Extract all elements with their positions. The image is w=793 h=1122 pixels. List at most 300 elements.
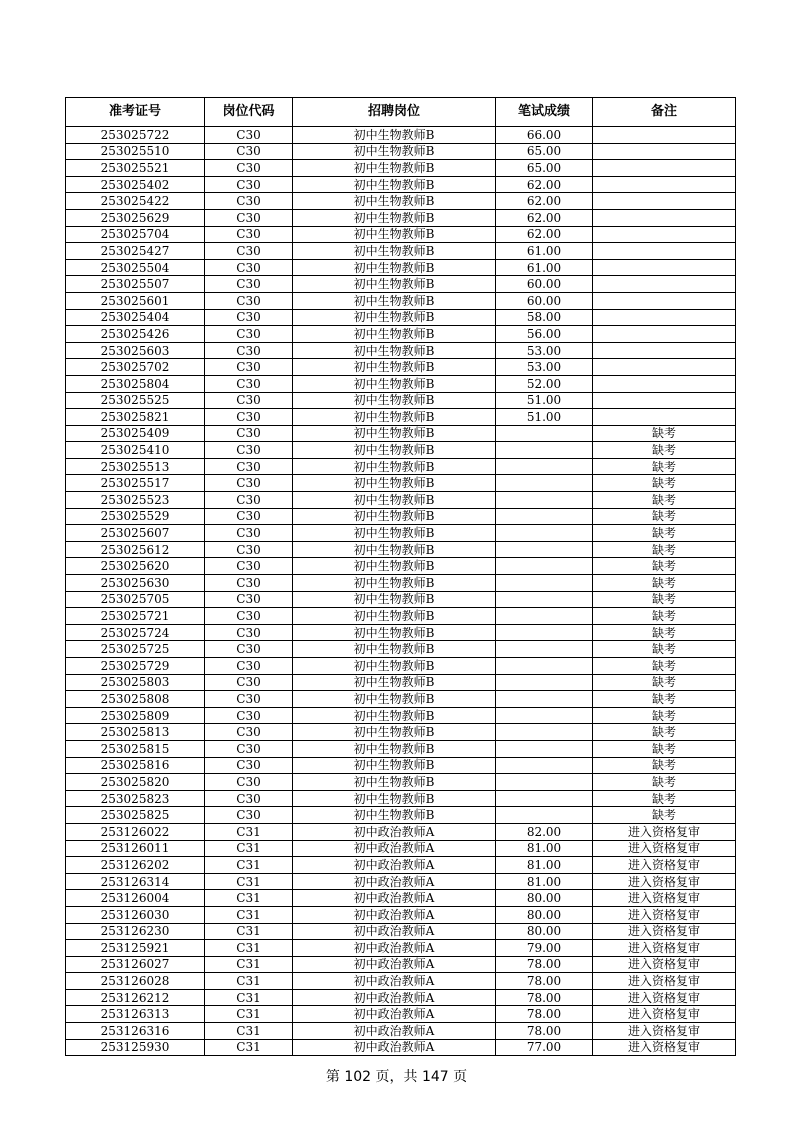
table-row xyxy=(66,740,736,757)
remark-cell: 进入资格复审 xyxy=(593,923,736,940)
post-code-cell: C30 xyxy=(205,326,293,343)
score-cell: 53.00 xyxy=(496,342,593,359)
exam-id-cell: 253025704 xyxy=(66,226,205,243)
table-row xyxy=(66,558,736,575)
remark-cell: 进入资格复审 xyxy=(593,1023,736,1040)
exam-id-cell: 253126230 xyxy=(66,923,205,940)
score-cell xyxy=(496,724,593,741)
post-name-cell: 初中生物教师B xyxy=(293,458,496,475)
remark-cell: 缺考 xyxy=(593,458,736,475)
header-post-code: 岗位代码 xyxy=(205,98,293,127)
table-row xyxy=(66,127,736,144)
remark-cell xyxy=(593,226,736,243)
exam-id-cell: 253025521 xyxy=(66,160,205,177)
table-row xyxy=(66,790,736,807)
post-name-cell: 初中生物教师B xyxy=(293,442,496,459)
table-row xyxy=(66,1039,736,1056)
post-code-cell: C31 xyxy=(205,840,293,857)
exam-id-cell: 253025402 xyxy=(66,176,205,193)
exam-id-cell: 253025601 xyxy=(66,292,205,309)
score-cell xyxy=(496,641,593,658)
remark-cell xyxy=(593,392,736,409)
table-row xyxy=(66,608,736,625)
table-row xyxy=(66,707,736,724)
exam-id-cell: 253025823 xyxy=(66,790,205,807)
post-name-cell: 初中生物教师B xyxy=(293,259,496,276)
remark-cell xyxy=(593,359,736,376)
exam-id-cell: 253126316 xyxy=(66,1023,205,1040)
score-cell xyxy=(496,691,593,708)
post-name-cell: 初中生物教师B xyxy=(293,541,496,558)
remark-cell xyxy=(593,326,736,343)
score-cell xyxy=(496,624,593,641)
post-name-cell: 初中生物教师B xyxy=(293,724,496,741)
post-code-cell: C31 xyxy=(205,923,293,940)
score-cell: 78.00 xyxy=(496,1023,593,1040)
score-cell: 79.00 xyxy=(496,940,593,957)
exam-id-cell: 253025816 xyxy=(66,757,205,774)
exam-id-cell: 253025427 xyxy=(66,243,205,260)
table-row xyxy=(66,641,736,658)
exam-id-cell: 253025702 xyxy=(66,359,205,376)
post-name-cell: 初中生物教师B xyxy=(293,209,496,226)
remark-cell xyxy=(593,160,736,177)
remark-cell xyxy=(593,375,736,392)
remark-cell: 缺考 xyxy=(593,541,736,558)
exam-id-cell: 253126028 xyxy=(66,973,205,990)
table-row xyxy=(66,840,736,857)
exam-id-cell: 253025721 xyxy=(66,608,205,625)
post-code-cell: C30 xyxy=(205,309,293,326)
score-cell xyxy=(496,790,593,807)
table-row xyxy=(66,326,736,343)
post-code-cell: C30 xyxy=(205,359,293,376)
score-cell: 62.00 xyxy=(496,176,593,193)
post-name-cell: 初中生物教师B xyxy=(293,309,496,326)
post-code-cell: C30 xyxy=(205,458,293,475)
post-code-cell: C30 xyxy=(205,442,293,459)
score-cell: 78.00 xyxy=(496,989,593,1006)
remark-cell xyxy=(593,409,736,426)
score-cell xyxy=(496,442,593,459)
table-row xyxy=(66,226,736,243)
post-name-cell: 初中生物教师B xyxy=(293,790,496,807)
remark-cell: 进入资格复审 xyxy=(593,973,736,990)
post-name-cell: 初中生物教师B xyxy=(293,160,496,177)
post-name-cell: 初中生物教师B xyxy=(293,740,496,757)
post-code-cell: C30 xyxy=(205,674,293,691)
post-code-cell: C30 xyxy=(205,641,293,658)
post-name-cell: 初中生物教师B xyxy=(293,558,496,575)
post-code-cell: C30 xyxy=(205,475,293,492)
post-name-cell: 初中生物教师B xyxy=(293,409,496,426)
remark-cell xyxy=(593,259,736,276)
exam-id-cell: 253025510 xyxy=(66,143,205,160)
post-code-cell: C30 xyxy=(205,757,293,774)
remark-cell: 缺考 xyxy=(593,624,736,641)
post-code-cell: C30 xyxy=(205,143,293,160)
table-row xyxy=(66,1023,736,1040)
table-row xyxy=(66,392,736,409)
header-exam-id: 准考证号 xyxy=(66,98,205,127)
exam-id-cell: 253126011 xyxy=(66,840,205,857)
table-row xyxy=(66,475,736,492)
table-row xyxy=(66,193,736,210)
post-name-cell: 初中生物教师B xyxy=(293,276,496,293)
post-name-cell: 初中政治教师A xyxy=(293,1006,496,1023)
remark-cell xyxy=(593,176,736,193)
post-code-cell: C30 xyxy=(205,127,293,144)
post-name-cell: 初中生物教师B xyxy=(293,342,496,359)
remark-cell: 进入资格复审 xyxy=(593,890,736,907)
exam-id-cell: 253025409 xyxy=(66,425,205,442)
post-name-cell: 初中生物教师B xyxy=(293,641,496,658)
post-name-cell: 初中政治教师A xyxy=(293,1039,496,1056)
post-name-cell: 初中生物教师B xyxy=(293,326,496,343)
score-cell: 52.00 xyxy=(496,375,593,392)
post-name-cell: 初中生物教师B xyxy=(293,243,496,260)
remark-cell xyxy=(593,309,736,326)
score-cell xyxy=(496,757,593,774)
remark-cell: 进入资格复审 xyxy=(593,1006,736,1023)
score-cell: 78.00 xyxy=(496,1006,593,1023)
remark-cell: 缺考 xyxy=(593,591,736,608)
remark-cell: 缺考 xyxy=(593,442,736,459)
table-row xyxy=(66,691,736,708)
exam-id-cell: 253025410 xyxy=(66,442,205,459)
post-code-cell: C31 xyxy=(205,857,293,874)
score-cell xyxy=(496,774,593,791)
exam-id-cell: 253025426 xyxy=(66,326,205,343)
exam-id-cell: 253025813 xyxy=(66,724,205,741)
remark-cell: 缺考 xyxy=(593,641,736,658)
post-name-cell: 初中生物教师B xyxy=(293,608,496,625)
table-row xyxy=(66,923,736,940)
score-cell: 62.00 xyxy=(496,209,593,226)
post-code-cell: C30 xyxy=(205,409,293,426)
score-cell xyxy=(496,575,593,592)
score-cell: 80.00 xyxy=(496,923,593,940)
post-code-cell: C30 xyxy=(205,292,293,309)
score-cell: 60.00 xyxy=(496,292,593,309)
score-cell: 81.00 xyxy=(496,873,593,890)
score-cell: 78.00 xyxy=(496,973,593,990)
post-code-cell: C31 xyxy=(205,989,293,1006)
table-row xyxy=(66,956,736,973)
post-name-cell: 初中生物教师B xyxy=(293,226,496,243)
post-code-cell: C31 xyxy=(205,1006,293,1023)
post-name-cell: 初中生物教师B xyxy=(293,425,496,442)
score-cell: 65.00 xyxy=(496,143,593,160)
exam-id-cell: 253025808 xyxy=(66,691,205,708)
post-name-cell: 初中生物教师B xyxy=(293,176,496,193)
table-header-row xyxy=(66,98,736,127)
table-row xyxy=(66,541,736,558)
table-row xyxy=(66,624,736,641)
score-cell xyxy=(496,508,593,525)
remark-cell: 缺考 xyxy=(593,475,736,492)
remark-cell xyxy=(593,276,736,293)
post-name-cell: 初中生物教师B xyxy=(293,475,496,492)
score-cell: 80.00 xyxy=(496,890,593,907)
table-row xyxy=(66,591,736,608)
remark-cell xyxy=(593,127,736,144)
post-name-cell: 初中生物教师B xyxy=(293,525,496,542)
post-name-cell: 初中政治教师A xyxy=(293,989,496,1006)
remark-cell: 缺考 xyxy=(593,525,736,542)
remark-cell xyxy=(593,292,736,309)
post-code-cell: C30 xyxy=(205,624,293,641)
remark-cell: 缺考 xyxy=(593,774,736,791)
score-cell: 65.00 xyxy=(496,160,593,177)
exam-id-cell: 253025821 xyxy=(66,409,205,426)
remark-cell: 进入资格复审 xyxy=(593,906,736,923)
table-row xyxy=(66,176,736,193)
table-row xyxy=(66,243,736,260)
remark-cell: 缺考 xyxy=(593,674,736,691)
score-cell: 62.00 xyxy=(496,226,593,243)
table-row xyxy=(66,309,736,326)
post-name-cell: 初中生物教师B xyxy=(293,127,496,144)
header-written-score: 笔试成绩 xyxy=(496,98,593,127)
exam-id-cell: 253025620 xyxy=(66,558,205,575)
table-row xyxy=(66,492,736,509)
table-row xyxy=(66,757,736,774)
post-name-cell: 初中生物教师B xyxy=(293,508,496,525)
table-row xyxy=(66,458,736,475)
post-code-cell: C30 xyxy=(205,193,293,210)
post-name-cell: 初中生物教师B xyxy=(293,143,496,160)
score-cell xyxy=(496,525,593,542)
post-code-cell: C31 xyxy=(205,873,293,890)
table-row xyxy=(66,359,736,376)
post-code-cell: C30 xyxy=(205,392,293,409)
score-cell: 53.00 xyxy=(496,359,593,376)
exam-id-cell: 253025504 xyxy=(66,259,205,276)
post-code-cell: C30 xyxy=(205,176,293,193)
post-name-cell: 初中生物教师B xyxy=(293,492,496,509)
table-row xyxy=(66,276,736,293)
post-code-cell: C31 xyxy=(205,956,293,973)
exam-id-cell: 253025705 xyxy=(66,591,205,608)
post-code-cell: C31 xyxy=(205,906,293,923)
exam-id-cell: 253025404 xyxy=(66,309,205,326)
post-name-cell: 初中政治教师A xyxy=(293,890,496,907)
score-cell: 81.00 xyxy=(496,857,593,874)
remark-cell: 缺考 xyxy=(593,740,736,757)
table-row xyxy=(66,857,736,874)
table-row xyxy=(66,525,736,542)
post-code-cell: C31 xyxy=(205,940,293,957)
post-code-cell: C31 xyxy=(205,973,293,990)
remark-cell: 进入资格复审 xyxy=(593,857,736,874)
post-code-cell: C30 xyxy=(205,591,293,608)
table-row xyxy=(66,989,736,1006)
score-cell: 56.00 xyxy=(496,326,593,343)
remark-cell: 缺考 xyxy=(593,724,736,741)
post-name-cell: 初中生物教师B xyxy=(293,591,496,608)
post-name-cell: 初中政治教师A xyxy=(293,873,496,890)
post-name-cell: 初中政治教师A xyxy=(293,906,496,923)
exam-id-cell: 253025722 xyxy=(66,127,205,144)
post-code-cell: C30 xyxy=(205,425,293,442)
remark-cell xyxy=(593,193,736,210)
table-row xyxy=(66,873,736,890)
post-name-cell: 初中生物教师B xyxy=(293,807,496,824)
exam-id-cell: 253025809 xyxy=(66,707,205,724)
table-row xyxy=(66,774,736,791)
exam-id-cell: 253125930 xyxy=(66,1039,205,1056)
post-name-cell: 初中政治教师A xyxy=(293,1023,496,1040)
score-cell xyxy=(496,458,593,475)
post-code-cell: C30 xyxy=(205,541,293,558)
table-body xyxy=(66,127,736,1056)
post-name-cell: 初中生物教师B xyxy=(293,674,496,691)
post-code-cell: C30 xyxy=(205,658,293,675)
remark-cell xyxy=(593,243,736,260)
post-code-cell: C30 xyxy=(205,724,293,741)
post-code-cell: C30 xyxy=(205,774,293,791)
exam-id-cell: 253126027 xyxy=(66,956,205,973)
exam-id-cell: 253025803 xyxy=(66,674,205,691)
post-code-cell: C30 xyxy=(205,375,293,392)
post-code-cell: C31 xyxy=(205,823,293,840)
table-row xyxy=(66,575,736,592)
remark-cell: 进入资格复审 xyxy=(593,1039,736,1056)
remark-cell xyxy=(593,143,736,160)
post-code-cell: C30 xyxy=(205,707,293,724)
post-code-cell: C30 xyxy=(205,342,293,359)
table-row xyxy=(66,674,736,691)
remark-cell xyxy=(593,342,736,359)
score-cell: 60.00 xyxy=(496,276,593,293)
remark-cell: 缺考 xyxy=(593,508,736,525)
score-cell: 81.00 xyxy=(496,840,593,857)
remark-cell: 缺考 xyxy=(593,658,736,675)
table-row xyxy=(66,906,736,923)
exam-id-cell: 253025815 xyxy=(66,740,205,757)
exam-id-cell: 253025422 xyxy=(66,193,205,210)
post-name-cell: 初中生物教师B xyxy=(293,575,496,592)
post-name-cell: 初中生物教师B xyxy=(293,707,496,724)
table-row xyxy=(66,823,736,840)
post-code-cell: C31 xyxy=(205,1039,293,1056)
remark-cell: 进入资格复审 xyxy=(593,989,736,1006)
post-name-cell: 初中政治教师A xyxy=(293,923,496,940)
exam-id-cell: 253126212 xyxy=(66,989,205,1006)
score-cell xyxy=(496,541,593,558)
remark-cell: 缺考 xyxy=(593,558,736,575)
post-code-cell: C31 xyxy=(205,890,293,907)
table-row xyxy=(66,375,736,392)
score-cell: 61.00 xyxy=(496,259,593,276)
header-post-name: 招聘岗位 xyxy=(293,98,496,127)
score-cell xyxy=(496,492,593,509)
table-row xyxy=(66,940,736,957)
score-cell: 51.00 xyxy=(496,392,593,409)
exam-id-cell: 253025612 xyxy=(66,541,205,558)
exam-id-cell: 253025603 xyxy=(66,342,205,359)
exam-id-cell: 253025825 xyxy=(66,807,205,824)
post-code-cell: C30 xyxy=(205,492,293,509)
remark-cell: 缺考 xyxy=(593,707,736,724)
exam-id-cell: 253025724 xyxy=(66,624,205,641)
remark-cell: 缺考 xyxy=(593,691,736,708)
table-row xyxy=(66,508,736,525)
score-cell xyxy=(496,425,593,442)
post-code-cell: C30 xyxy=(205,209,293,226)
remark-cell: 进入资格复审 xyxy=(593,873,736,890)
post-code-cell: C30 xyxy=(205,276,293,293)
exam-id-cell: 253025529 xyxy=(66,508,205,525)
score-cell xyxy=(496,807,593,824)
table-row xyxy=(66,1006,736,1023)
score-table xyxy=(65,97,736,1056)
exam-id-cell: 253025523 xyxy=(66,492,205,509)
post-code-cell: C30 xyxy=(205,525,293,542)
score-cell xyxy=(496,608,593,625)
remark-cell: 缺考 xyxy=(593,807,736,824)
score-cell xyxy=(496,558,593,575)
post-name-cell: 初中政治教师A xyxy=(293,857,496,874)
table-row xyxy=(66,409,736,426)
post-code-cell: C30 xyxy=(205,790,293,807)
score-cell xyxy=(496,674,593,691)
post-code-cell: C30 xyxy=(205,160,293,177)
post-code-cell: C30 xyxy=(205,259,293,276)
remark-cell: 进入资格复审 xyxy=(593,840,736,857)
table-row xyxy=(66,425,736,442)
remark-cell: 缺考 xyxy=(593,575,736,592)
remark-cell: 缺考 xyxy=(593,608,736,625)
post-name-cell: 初中生物教师B xyxy=(293,757,496,774)
post-name-cell: 初中生物教师B xyxy=(293,624,496,641)
table-row xyxy=(66,724,736,741)
post-name-cell: 初中政治教师A xyxy=(293,840,496,857)
exam-id-cell: 253126022 xyxy=(66,823,205,840)
exam-id-cell: 253126030 xyxy=(66,906,205,923)
post-code-cell: C30 xyxy=(205,691,293,708)
score-cell: 51.00 xyxy=(496,409,593,426)
post-code-cell: C30 xyxy=(205,575,293,592)
post-name-cell: 初中政治教师A xyxy=(293,956,496,973)
post-code-cell: C30 xyxy=(205,807,293,824)
score-cell xyxy=(496,707,593,724)
post-name-cell: 初中政治教师A xyxy=(293,823,496,840)
post-name-cell: 初中生物教师B xyxy=(293,359,496,376)
exam-id-cell: 253025513 xyxy=(66,458,205,475)
exam-id-cell: 253025507 xyxy=(66,276,205,293)
page-footer: 第 102 页，共 147 页 xyxy=(325,1069,468,1085)
exam-id-cell: 253025729 xyxy=(66,658,205,675)
score-cell: 66.00 xyxy=(496,127,593,144)
remark-cell: 缺考 xyxy=(593,790,736,807)
exam-id-cell: 253025629 xyxy=(66,209,205,226)
remark-cell: 缺考 xyxy=(593,757,736,774)
post-name-cell: 初中生物教师B xyxy=(293,375,496,392)
exam-id-cell: 253025630 xyxy=(66,575,205,592)
post-code-cell: C30 xyxy=(205,508,293,525)
score-cell: 82.00 xyxy=(496,823,593,840)
exam-id-cell: 253126202 xyxy=(66,857,205,874)
post-name-cell: 初中生物教师B xyxy=(293,658,496,675)
post-name-cell: 初中政治教师A xyxy=(293,973,496,990)
header-remark: 备注 xyxy=(593,98,736,127)
score-cell xyxy=(496,658,593,675)
exam-id-cell: 253025725 xyxy=(66,641,205,658)
table-row xyxy=(66,973,736,990)
table-row xyxy=(66,807,736,824)
